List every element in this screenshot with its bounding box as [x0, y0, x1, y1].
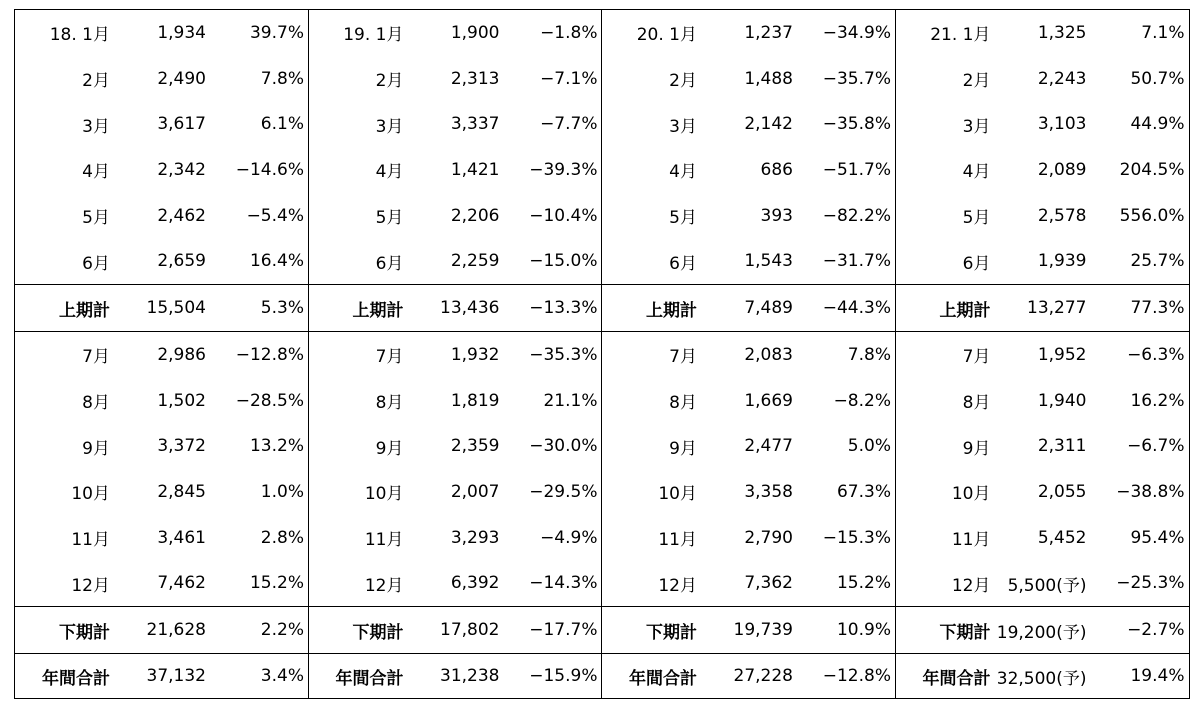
- month-change-pct: −14.3%: [529, 573, 598, 594]
- month-row: [602, 10, 895, 56]
- total-value: 17,802: [440, 620, 500, 640]
- month-label: 6月: [962, 253, 991, 274]
- month-label: 10月: [71, 484, 110, 505]
- month-label: 18. 1月: [49, 25, 110, 46]
- month-row: [896, 101, 1190, 147]
- total-change-pct: −12.8%: [822, 666, 891, 686]
- total-label: 下期計: [59, 622, 110, 643]
- total-label: 上期計: [59, 300, 110, 321]
- month-value: 2,490: [157, 68, 206, 89]
- month-change-pct: −7.1%: [540, 68, 598, 89]
- month-change-pct: −31.7%: [822, 251, 891, 272]
- month-row: [896, 378, 1190, 424]
- month-row: [15, 101, 308, 147]
- first-half-block-3: [896, 10, 1190, 285]
- month-value: 1,932: [450, 344, 500, 365]
- month-value: 1,421: [450, 159, 500, 180]
- month-change-pct: −51.7%: [822, 159, 891, 180]
- month-change-pct: 50.7%: [1130, 68, 1185, 89]
- total-value: 13,277: [1027, 298, 1087, 318]
- total-value: 27,228: [733, 666, 793, 686]
- month-row: [896, 238, 1190, 284]
- month-change-pct: 6.1%: [260, 114, 304, 135]
- month-value: 1,934: [157, 22, 206, 43]
- month-label: 2月: [375, 71, 404, 91]
- month-value: 2,359: [450, 436, 500, 457]
- month-value: 3,293: [450, 527, 500, 548]
- month-change-pct: −25.3%: [1116, 573, 1185, 594]
- month-value: 2,342: [157, 159, 206, 180]
- month-value: 2,311: [1037, 436, 1087, 457]
- month-change-pct: −4.9%: [540, 527, 598, 548]
- month-value: 1,940: [1037, 390, 1087, 411]
- month-label: 9月: [669, 438, 697, 459]
- month-row: [896, 332, 1190, 378]
- sales-table: [14, 9, 1190, 699]
- second-half-total-row-1: [309, 607, 603, 654]
- first-half-total-row-2: [602, 285, 896, 332]
- month-change-pct: −38.8%: [1116, 481, 1185, 502]
- month-label: 6月: [82, 253, 110, 274]
- total-change-pct: −17.7%: [529, 620, 598, 640]
- month-value: 2,790: [744, 527, 793, 548]
- month-change-pct: −35.3%: [529, 344, 598, 365]
- month-row: [602, 560, 895, 606]
- month-label: 5月: [82, 208, 110, 229]
- month-label: 8月: [962, 393, 991, 413]
- month-value: 2,259: [450, 251, 500, 272]
- month-value: 3,103: [1037, 114, 1087, 135]
- month-row: [15, 560, 308, 606]
- month-change-pct: 16.4%: [249, 251, 304, 272]
- annual-total-row-3: [896, 654, 1190, 698]
- month-value: 2,083: [744, 344, 793, 365]
- month-label: 10月: [364, 484, 404, 505]
- month-value: 2,007: [450, 481, 500, 502]
- month-change-pct: −28.5%: [235, 390, 304, 411]
- second-half-block-3: [896, 332, 1190, 607]
- annual-total-row-2: [602, 654, 896, 698]
- total-value: 31,238: [440, 666, 500, 686]
- month-value: 1,325: [1037, 22, 1087, 43]
- month-label: 4月: [669, 162, 697, 183]
- month-change-pct: −15.3%: [822, 527, 891, 548]
- month-row: [309, 515, 602, 561]
- month-change-pct: 556.0%: [1119, 205, 1185, 226]
- month-value: 2,206: [450, 205, 500, 226]
- month-label: 9月: [82, 438, 110, 459]
- second-half-total-row-2: [602, 607, 896, 654]
- month-row: [602, 515, 895, 561]
- month-change-pct: 44.9%: [1130, 114, 1185, 135]
- month-value: 2,462: [157, 205, 206, 226]
- total-value: 19,739: [733, 620, 793, 640]
- month-label: 10月: [658, 484, 697, 505]
- month-label: 2月: [962, 71, 991, 91]
- month-label: 7月: [669, 347, 697, 368]
- month-value: 1,939: [1037, 251, 1087, 272]
- month-value: 1,488: [744, 68, 793, 89]
- month-change-pct: −8.2%: [833, 390, 891, 411]
- month-change-pct: 13.2%: [249, 436, 304, 457]
- month-row: [309, 10, 602, 56]
- month-label: 4月: [962, 162, 991, 183]
- second-half-block-0: [15, 332, 309, 607]
- first-half-block-0: [15, 10, 309, 285]
- month-value: 1,952: [1037, 344, 1087, 365]
- month-label: 10月: [951, 484, 991, 505]
- total-change-pct: 77.3%: [1130, 298, 1185, 318]
- month-value: 2,477: [744, 436, 793, 457]
- month-change-pct: −15.0%: [529, 251, 598, 272]
- month-row: [15, 515, 308, 561]
- month-change-pct: 25.7%: [1130, 251, 1185, 272]
- month-change-pct: 5.0%: [847, 436, 891, 457]
- month-label: 12月: [658, 575, 697, 596]
- total-label: 上期計: [939, 300, 991, 321]
- month-label: 21. 1月: [930, 25, 991, 46]
- month-value: 1,900: [450, 22, 500, 43]
- first-half-block-2: [602, 10, 896, 285]
- month-label: 7月: [375, 347, 404, 368]
- total-value: 32,500(予): [996, 668, 1087, 689]
- month-row: [602, 332, 895, 378]
- month-change-pct: −30.0%: [529, 436, 598, 457]
- month-change-pct: 7.8%: [847, 344, 891, 365]
- month-label: 3月: [962, 116, 991, 137]
- month-row: [602, 147, 895, 193]
- month-label: 2月: [82, 71, 110, 91]
- month-label: 12月: [951, 575, 991, 596]
- second-half-block-2: [602, 332, 896, 607]
- total-change-pct: −13.3%: [529, 298, 598, 318]
- total-label: 下期計: [939, 622, 991, 643]
- month-change-pct: −7.7%: [540, 114, 598, 135]
- month-change-pct: 39.7%: [249, 22, 304, 43]
- month-value: 5,452: [1037, 527, 1087, 548]
- month-row: [896, 469, 1190, 515]
- month-label: 12月: [71, 575, 110, 596]
- month-row: [15, 423, 308, 469]
- total-change-pct: 5.3%: [260, 298, 304, 318]
- month-row: [309, 147, 602, 193]
- month-change-pct: −39.3%: [529, 159, 598, 180]
- month-label: 12月: [364, 575, 404, 596]
- month-label: 20. 1月: [636, 25, 697, 46]
- month-label: 8月: [82, 393, 110, 413]
- month-row: [309, 56, 602, 102]
- month-label: 2月: [669, 71, 697, 91]
- total-value: 19,200(予): [996, 622, 1087, 643]
- month-row: [896, 423, 1190, 469]
- month-row: [896, 515, 1190, 561]
- total-change-pct: −44.3%: [822, 298, 891, 318]
- month-change-pct: −5.4%: [246, 205, 304, 226]
- month-label: 6月: [375, 253, 404, 274]
- total-change-pct: 10.9%: [836, 620, 891, 640]
- first-half-block-1: [309, 10, 603, 285]
- month-row: [896, 193, 1190, 239]
- month-label: 9月: [375, 438, 404, 459]
- second-half-total-row-3: [896, 607, 1190, 654]
- annual-total-row-0: [15, 654, 309, 698]
- total-value: 21,628: [146, 620, 206, 640]
- month-change-pct: −82.2%: [822, 205, 891, 226]
- month-label: 6月: [669, 253, 697, 274]
- month-row: [15, 332, 308, 378]
- month-change-pct: −34.9%: [822, 22, 891, 43]
- month-change-pct: 204.5%: [1119, 159, 1185, 180]
- total-value: 15,504: [146, 298, 206, 318]
- month-change-pct: 21.1%: [543, 390, 598, 411]
- month-row: [309, 332, 602, 378]
- month-value: 393: [760, 205, 793, 226]
- total-change-pct: 2.2%: [260, 620, 304, 640]
- month-row: [309, 423, 602, 469]
- month-value: 2,055: [1037, 481, 1087, 502]
- month-value: 6,392: [450, 573, 500, 594]
- month-row: [309, 101, 602, 147]
- month-value: 2,578: [1037, 205, 1087, 226]
- month-row: [896, 10, 1190, 56]
- first-half-total-row-1: [309, 285, 603, 332]
- total-label: 年間合計: [922, 668, 991, 689]
- month-label: 5月: [962, 208, 991, 229]
- total-label: 年間合計: [42, 668, 110, 689]
- month-value: 2,845: [157, 481, 206, 502]
- total-change-pct: −2.7%: [1127, 620, 1185, 640]
- month-row: [602, 378, 895, 424]
- month-value: 3,337: [450, 114, 500, 135]
- month-change-pct: −35.7%: [822, 68, 891, 89]
- month-value: 2,986: [157, 344, 206, 365]
- month-value: 2,089: [1037, 159, 1087, 180]
- month-row: [15, 378, 308, 424]
- month-value: 2,659: [157, 251, 206, 272]
- month-row: [309, 469, 602, 515]
- month-row: [896, 560, 1190, 606]
- month-change-pct: −12.8%: [235, 344, 304, 365]
- month-value: 2,243: [1037, 68, 1087, 89]
- month-label: 11月: [658, 530, 697, 551]
- month-row: [602, 238, 895, 284]
- second-half-total-row-0: [15, 607, 309, 654]
- month-value: 2,313: [450, 68, 500, 89]
- month-label: 5月: [669, 208, 697, 229]
- month-label: 3月: [82, 116, 110, 137]
- month-row: [602, 193, 895, 239]
- month-value: 3,461: [157, 527, 206, 548]
- month-change-pct: 2.8%: [260, 527, 304, 548]
- month-row: [602, 423, 895, 469]
- month-value: 3,372: [157, 436, 206, 457]
- month-row: [309, 378, 602, 424]
- total-label: 年間合計: [629, 668, 697, 689]
- month-value: 7,362: [744, 573, 793, 594]
- month-change-pct: 1.0%: [260, 481, 304, 502]
- month-change-pct: 7.8%: [260, 68, 304, 89]
- month-change-pct: 15.2%: [836, 573, 891, 594]
- month-label: 11月: [951, 530, 991, 551]
- month-change-pct: −14.6%: [235, 159, 304, 180]
- month-row: [15, 147, 308, 193]
- month-label: 8月: [375, 393, 404, 413]
- month-change-pct: 95.4%: [1130, 527, 1185, 548]
- month-value: 2,142: [744, 114, 793, 135]
- month-row: [15, 10, 308, 56]
- month-label: 4月: [82, 162, 110, 183]
- month-label: 9月: [962, 438, 991, 459]
- month-label: 19. 1月: [343, 25, 404, 46]
- month-label: 8月: [669, 393, 697, 413]
- month-value: 3,358: [744, 481, 793, 502]
- month-row: [15, 238, 308, 284]
- month-label: 5月: [375, 208, 404, 229]
- month-change-pct: −1.8%: [540, 22, 598, 43]
- month-row: [896, 56, 1190, 102]
- month-change-pct: 7.1%: [1141, 22, 1185, 43]
- month-row: [309, 238, 602, 284]
- total-change-pct: 3.4%: [260, 666, 304, 686]
- annual-total-row-1: [309, 654, 603, 698]
- first-half-total-row-0: [15, 285, 309, 332]
- month-row: [602, 469, 895, 515]
- second-half-block-1: [309, 332, 603, 607]
- month-value: 5,500(予): [1007, 575, 1087, 596]
- month-row: [309, 193, 602, 239]
- first-half-total-row-3: [896, 285, 1190, 332]
- month-label: 11月: [71, 530, 110, 551]
- month-row: [896, 147, 1190, 193]
- total-label: 上期計: [646, 300, 697, 321]
- month-change-pct: −6.3%: [1127, 344, 1185, 365]
- month-label: 4月: [375, 162, 404, 183]
- month-value: 1,543: [744, 251, 793, 272]
- month-row: [15, 469, 308, 515]
- total-value: 13,436: [440, 298, 500, 318]
- month-label: 3月: [669, 116, 697, 137]
- month-change-pct: 67.3%: [836, 481, 891, 502]
- total-value: 37,132: [146, 666, 206, 686]
- month-label: 11月: [364, 530, 404, 551]
- month-value: 1,237: [744, 22, 793, 43]
- total-label: 下期計: [646, 622, 697, 643]
- month-change-pct: 15.2%: [249, 573, 304, 594]
- month-label: 7月: [962, 347, 991, 368]
- month-row: [15, 193, 308, 239]
- month-row: [602, 101, 895, 147]
- month-value: 1,819: [450, 390, 500, 411]
- month-value: 1,669: [744, 390, 793, 411]
- month-row: [309, 560, 602, 606]
- total-change-pct: 19.4%: [1130, 666, 1185, 686]
- total-change-pct: −15.9%: [529, 666, 598, 686]
- total-label: 上期計: [352, 300, 404, 321]
- month-value: 7,462: [157, 573, 206, 594]
- month-value: 1,502: [157, 390, 206, 411]
- total-value: 7,489: [744, 298, 793, 318]
- month-change-pct: −6.7%: [1127, 436, 1185, 457]
- month-change-pct: 16.2%: [1130, 390, 1185, 411]
- month-value: 686: [760, 159, 793, 180]
- month-label: 3月: [375, 116, 404, 137]
- month-change-pct: −29.5%: [529, 481, 598, 502]
- month-change-pct: −35.8%: [822, 114, 891, 135]
- month-label: 7月: [82, 347, 110, 368]
- month-row: [602, 56, 895, 102]
- month-row: [15, 56, 308, 102]
- total-label: 下期計: [352, 622, 404, 643]
- total-label: 年間合計: [335, 668, 404, 689]
- month-change-pct: −10.4%: [529, 205, 598, 226]
- month-value: 3,617: [157, 114, 206, 135]
